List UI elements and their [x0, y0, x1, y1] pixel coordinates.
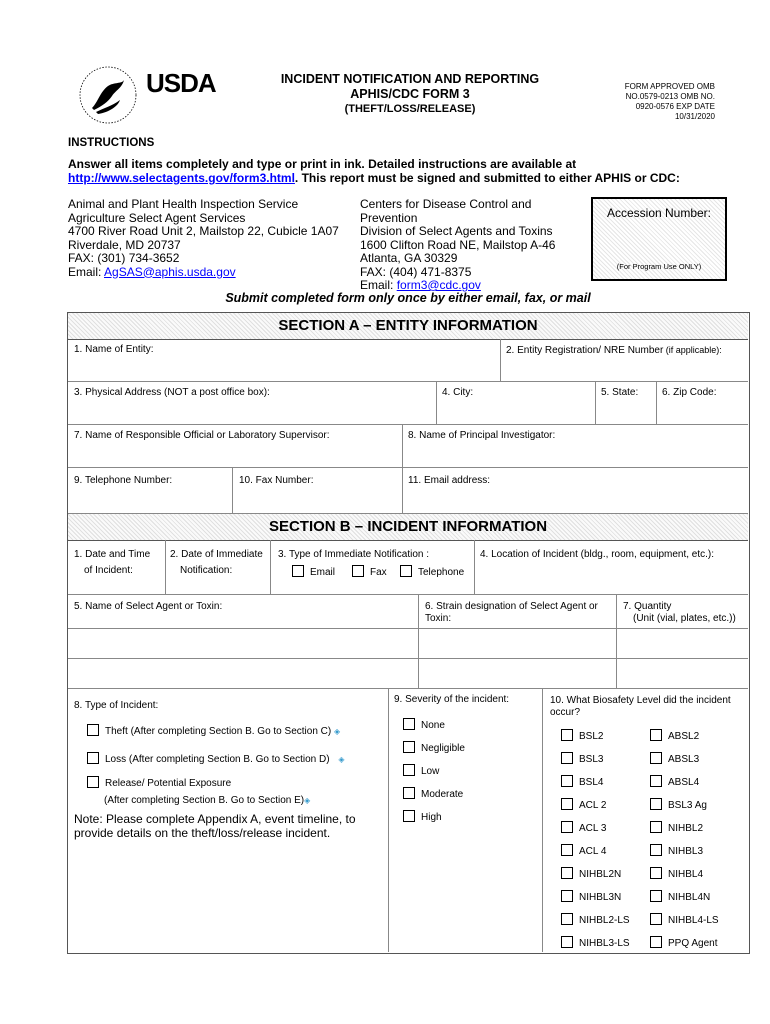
section-a-header: SECTION A – ENTITY INFORMATION [68, 313, 748, 340]
quantity-label: 7. Quantity [623, 601, 672, 612]
incident-datetime-field[interactable] [74, 549, 150, 577]
aphis-address [68, 198, 358, 279]
instructions-line1: Answer all items completely and type or print in ink. Detailed instructions are available at [68, 157, 577, 171]
diamond-icon: ◈ [334, 727, 341, 736]
bsl-checkbox[interactable] [650, 775, 662, 787]
notification-telephone-label: Telephone [418, 567, 465, 578]
quantity-field[interactable] [623, 601, 736, 625]
bsl-label: BSL3 [579, 754, 604, 765]
diamond-icon: ◈ [338, 755, 345, 764]
form-frame [67, 312, 750, 954]
email-checkbox[interactable] [292, 565, 304, 577]
bsl-option[interactable] [650, 913, 745, 936]
bsl-checkbox[interactable] [561, 752, 573, 764]
biosafety-level-label [550, 695, 731, 719]
instructions-heading: INSTRUCTIONS [68, 137, 155, 149]
divider [68, 658, 748, 659]
severity-label-moderate: Moderate [421, 789, 464, 800]
quantity-unit-label: (Unit (vial, plates, etc.)) [633, 613, 736, 624]
divider [402, 424, 403, 513]
divider [474, 540, 475, 594]
divider [542, 688, 543, 952]
submit-note: Submit completed form only once by either email, fax, or mail [225, 291, 591, 305]
bsl-label: NIHBL4N [668, 892, 711, 903]
severity-option-high[interactable] [403, 810, 538, 833]
loss-checkbox[interactable] [87, 752, 99, 764]
severity-label-high: High [421, 812, 442, 823]
bsl-checkbox[interactable] [650, 821, 662, 833]
bsl-checkbox[interactable] [650, 798, 662, 810]
bsl-label: ACL 2 [579, 800, 607, 811]
usda-logo-text: USDA [146, 68, 216, 98]
cdc-line: Division of Select Agents and Toxins [360, 224, 553, 238]
bsl-option[interactable] [561, 867, 646, 890]
bsl-option[interactable] [650, 844, 745, 867]
bsl-checkbox[interactable] [561, 936, 573, 948]
aphis-email-label: Email: [68, 264, 105, 279]
bsl-options-right [650, 729, 745, 959]
bsl-label: ACL 4 [579, 846, 607, 857]
bsl-options-left [561, 729, 646, 959]
aphis-line: Animal and Plant Health Inspection Service [68, 197, 299, 211]
section-b-header: SECTION B – INCIDENT INFORMATION [68, 514, 748, 541]
cdc-line: Atlanta, GA 30329 [360, 251, 458, 265]
instructions-line2-rest: . This report must be signed and submitted to either APHIS or CDC: [294, 171, 680, 185]
aphis-line: FAX: (301) 734-3652 [68, 251, 180, 265]
notification-type-label: 3. Type of Immediate Notification : [278, 549, 430, 560]
divider [270, 540, 271, 594]
form-title-line1: INCIDENT NOTIFICATION AND REPORTING [280, 72, 540, 86]
notification-fax-label: Fax [370, 567, 387, 578]
aphis-line: Agriculture Select Agent Services [68, 210, 246, 225]
bsl-option[interactable] [650, 821, 745, 844]
bsl-option[interactable] [561, 844, 646, 867]
bsl-checkbox[interactable] [561, 798, 573, 810]
telephone-field[interactable]: 9. Telephone Number: [74, 475, 173, 486]
bsl-label: ABSL2 [668, 731, 700, 742]
fax-field[interactable]: 10. Fax Number: [239, 475, 314, 486]
notification-fax-option[interactable] [352, 565, 387, 579]
divider [68, 594, 748, 595]
bsl-checkbox[interactable] [650, 867, 662, 879]
diamond-icon: ◈ [304, 796, 311, 805]
accession-number-note: (For Program Use ONLY) [616, 262, 702, 271]
severity-checkbox[interactable] [403, 718, 415, 730]
bsl-option[interactable] [561, 798, 646, 821]
notification-date-label: 2. Date of Immediate [170, 549, 263, 560]
strain-designation-label2: Toxin: [425, 613, 452, 624]
instructions-link[interactable]: http://www.selectagents.gov/form3.html [68, 171, 295, 185]
severity-checkbox[interactable] [403, 810, 415, 822]
cdc-line: 1600 Clifton Road NE, Mailstop A-46 [360, 237, 556, 252]
bsl-label: BSL3 Ag [668, 800, 707, 811]
severity-option-none[interactable] [403, 718, 538, 741]
zip-code-field[interactable]: 6. Zip Code: [662, 387, 717, 398]
bsl-option[interactable] [650, 775, 745, 798]
entity-registration-label: 2. Entity Registration/ NRE Number [506, 345, 664, 356]
bsl-checkbox[interactable] [561, 775, 573, 787]
aphis-line: 4700 River Road Unit 2, Mailstop 22, Cubicle 1A07 [68, 224, 339, 238]
divider [616, 594, 617, 688]
divider [68, 688, 748, 689]
divider [500, 339, 501, 381]
severity-checkbox[interactable] [403, 741, 415, 753]
bsl-option[interactable] [561, 752, 646, 775]
bsl-option[interactable] [650, 890, 745, 913]
bsl-option[interactable] [561, 890, 646, 913]
notification-email-label: Email [310, 567, 336, 578]
telephone-checkbox[interactable] [400, 565, 412, 577]
severity-option-moderate[interactable] [403, 787, 538, 810]
bsl-label: NIHBL3N [579, 892, 622, 903]
bsl-option[interactable] [650, 729, 745, 752]
appendix-note-line1: Note: Please complete Appendix A, event timeline, to [74, 812, 356, 826]
divider [68, 628, 748, 629]
loss-label: Loss (After completing Section B. Go to Section D) [105, 754, 330, 765]
fax-checkbox[interactable] [352, 565, 364, 577]
form-title-line2: APHIS/CDC FORM 3 [350, 87, 470, 101]
divider [68, 381, 748, 382]
omb-approval [585, 82, 715, 122]
divider [68, 467, 748, 468]
loss-option[interactable] [87, 752, 344, 766]
email-address-field[interactable]: 11. Email address: [408, 475, 491, 486]
bsl-option[interactable] [650, 752, 745, 775]
bsl-label: NIHBL3 [668, 846, 704, 857]
notification-telephone-option[interactable] [400, 565, 464, 579]
release-checkbox[interactable] [87, 776, 99, 788]
theft-option[interactable] [87, 724, 340, 738]
bsl-checkbox[interactable] [561, 890, 573, 902]
appendix-note-line2: provide details on the theft/loss/release incident. [74, 826, 331, 840]
bsl-label: BSL4 [579, 777, 604, 788]
bsl-checkbox[interactable] [650, 936, 662, 948]
divider [418, 594, 419, 688]
notification-date-label2: Notification: [180, 565, 233, 576]
usda-logo [78, 62, 218, 128]
bsl-label: NIHBL4-LS [668, 915, 719, 926]
incident-location-field[interactable]: 4. Location of Incident (bldg., room, equipment, etc.): [480, 549, 715, 560]
bsl-checkbox[interactable] [650, 752, 662, 764]
bsl-option[interactable] [561, 821, 646, 844]
form-title-line3: (THEFT/LOSS/RELEASE) [344, 103, 476, 115]
entity-name-field[interactable]: 1. Name of Entity: [74, 344, 154, 355]
release-instruction-label: (After completing Section B. Go to Section E) [104, 795, 305, 806]
bsl-option[interactable] [650, 867, 745, 890]
divider [68, 424, 748, 425]
omb-line: FORM APPROVED OMB [624, 82, 715, 91]
bsl-label: ACL 3 [579, 823, 607, 834]
bsl-checkbox[interactable] [561, 821, 573, 833]
release-instruction [104, 795, 310, 807]
severity-label-negligible: Negligible [421, 743, 465, 754]
bsl-checkbox[interactable] [561, 867, 573, 879]
bsl-option[interactable] [650, 798, 745, 821]
entity-registration-small: (if applicable): [663, 345, 722, 355]
severity-checkbox[interactable] [403, 787, 415, 799]
bsl-label: NIHBL2 [668, 823, 704, 834]
bsl-option[interactable] [561, 913, 646, 936]
principal-investigator-field[interactable]: 8. Name of Principal Investigator: [408, 430, 556, 441]
release-label: Release/ Potential Exposure [105, 778, 232, 789]
bsl-label: NIHBL2N [579, 869, 622, 880]
bsl-checkbox[interactable] [650, 890, 662, 902]
instructions-text [68, 157, 748, 185]
bsl-label: NIHBL3-LS [579, 938, 630, 949]
bsl-checkbox[interactable] [561, 913, 573, 925]
divider [165, 540, 166, 594]
bsl-option[interactable] [561, 936, 646, 959]
omb-line: 10/31/2020 [674, 112, 715, 121]
notification-date-field[interactable] [170, 549, 263, 577]
strain-designation-field[interactable] [425, 601, 598, 625]
bsl-option[interactable] [561, 775, 646, 798]
select-agent-field[interactable]: 5. Name of Select Agent or Toxin: [74, 601, 223, 612]
bsl-label: NIHBL2-LS [579, 915, 630, 926]
severity-label-none: None [421, 720, 445, 731]
accession-number-label: Accession Number: [606, 206, 712, 220]
divider [388, 688, 389, 952]
divider [436, 381, 437, 424]
form-title [250, 72, 570, 117]
aphis-email-link[interactable]: AgSAS@aphis.usda.gov [104, 264, 236, 279]
aphis-email-line [68, 266, 358, 280]
cdc-address [360, 198, 590, 293]
severity-label-low: Low [421, 766, 440, 777]
cdc-line: Centers for Disease Control and Prevention [360, 197, 532, 225]
divider [656, 381, 657, 424]
incident-type-label: 8. Type of Incident: [74, 700, 159, 711]
cdc-line: FAX: (404) 471-8375 [360, 264, 472, 279]
divider [232, 467, 233, 513]
bsl-checkbox[interactable] [561, 729, 573, 741]
physical-address-field[interactable]: 3. Physical Address (NOT a post office box): [74, 387, 270, 398]
bsl-checkbox[interactable] [650, 844, 662, 856]
entity-registration-field[interactable] [506, 344, 722, 357]
accession-number-box[interactable] [591, 197, 727, 281]
severity-option-low[interactable] [403, 764, 538, 787]
bsl-checkbox[interactable] [650, 729, 662, 741]
appendix-note [74, 812, 386, 840]
cdc-email-link[interactable]: form3@cdc.gov [396, 278, 481, 292]
aphis-line: Riverdale, MD 20737 [68, 237, 181, 252]
notification-email-option[interactable] [292, 565, 335, 579]
bsl-label: NIHBL4 [668, 869, 704, 880]
bsl-label: ABSL4 [668, 777, 700, 788]
severity-checkbox[interactable] [403, 764, 415, 776]
biosafety-level-label-line1: 10. What Biosafety Level did the incident [550, 695, 731, 706]
state-field[interactable]: 5. State: [601, 387, 639, 398]
severity-option-negligible[interactable] [403, 741, 538, 764]
divider [595, 381, 596, 424]
strain-designation-label: 6. Strain designation of Select Agent or [425, 601, 598, 612]
biosafety-level-label-line2: occur? [550, 707, 581, 718]
bsl-option[interactable] [650, 936, 745, 959]
severity-label: 9. Severity of the incident: [394, 694, 510, 705]
responsible-official-field[interactable]: 7. Name of Responsible Official or Laboratory Supervisor: [74, 430, 330, 441]
omb-line: NO.0579-0213 OMB NO. [625, 92, 715, 101]
bsl-label: PPQ Agent [668, 938, 718, 949]
release-option[interactable] [87, 776, 231, 790]
severity-options [403, 718, 538, 833]
theft-checkbox[interactable] [87, 724, 99, 736]
bsl-checkbox[interactable] [561, 844, 573, 856]
incident-datetime-label2: of Incident: [84, 565, 133, 576]
bsl-label: ABSL3 [668, 754, 700, 765]
city-field[interactable]: 4. City: [442, 387, 474, 398]
bsl-option[interactable] [561, 729, 646, 752]
bsl-checkbox[interactable] [650, 913, 662, 925]
omb-line: 0920-0576 EXP DATE [635, 102, 715, 111]
incident-datetime-label: 1. Date and Time [74, 549, 151, 560]
theft-label: Theft (After completing Section B. Go to Section C) [105, 726, 332, 737]
bsl-label: BSL2 [579, 731, 604, 742]
instructions-line2 [68, 171, 748, 185]
cdc-email-label: Email: [360, 278, 397, 292]
